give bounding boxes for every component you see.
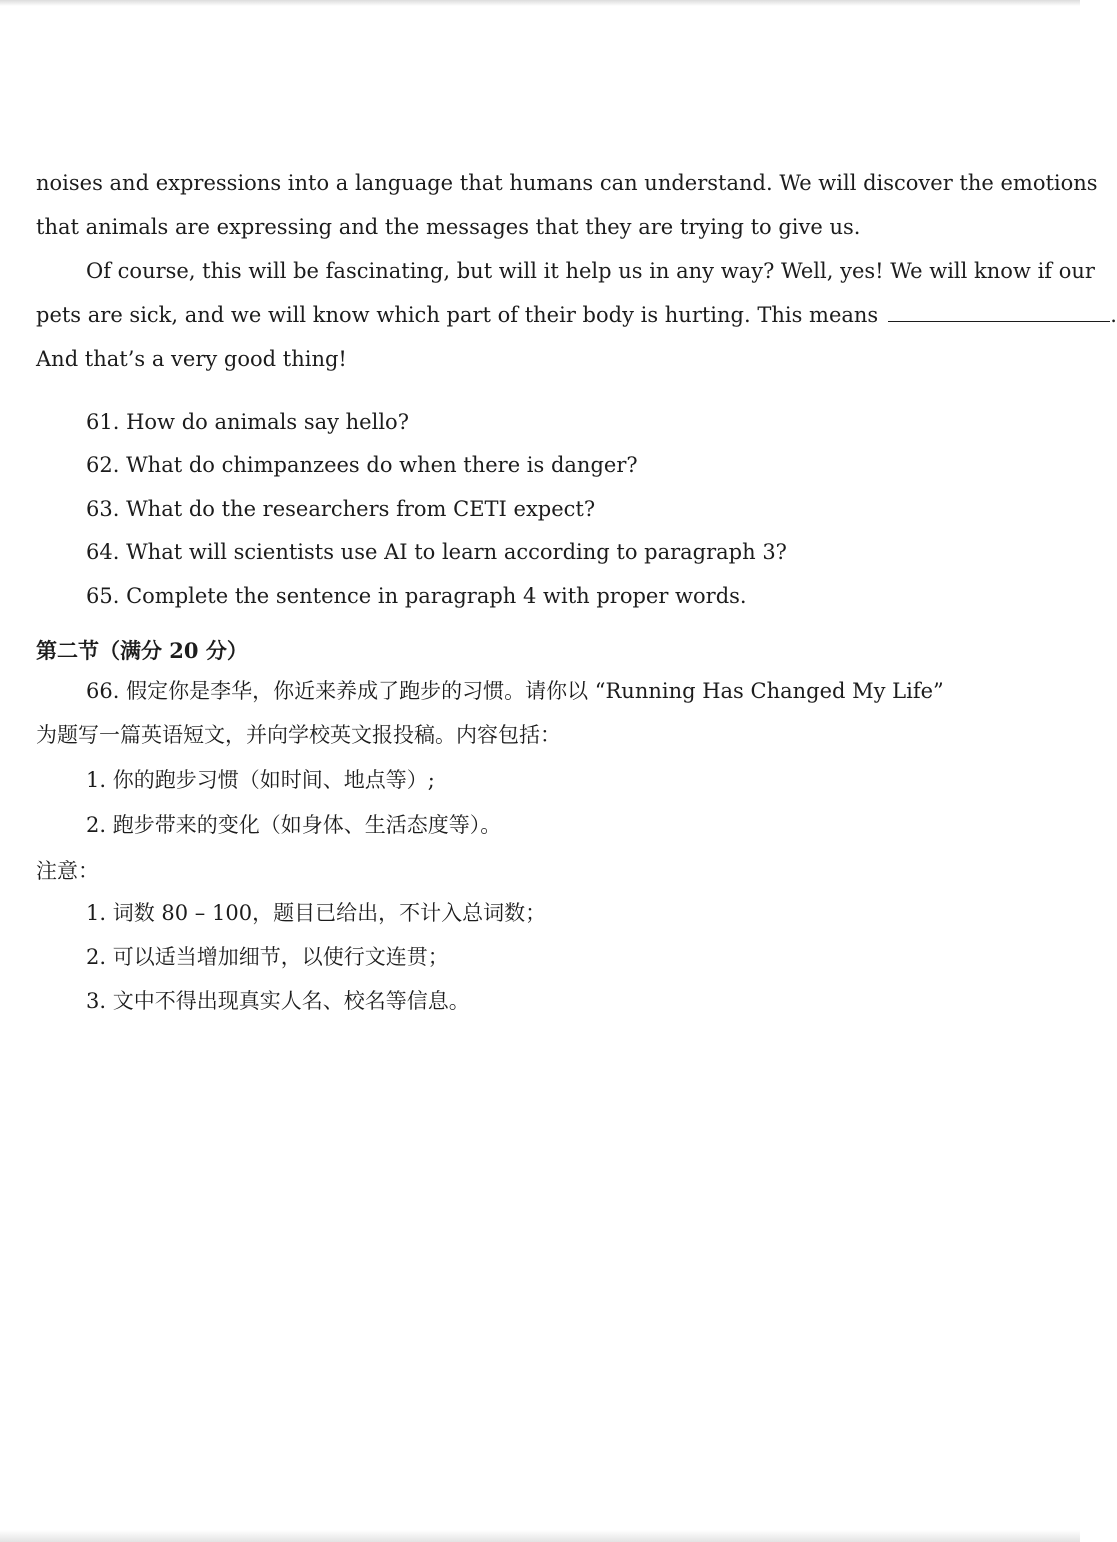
note-number: 2. [86, 945, 107, 969]
question-62 [86, 452, 638, 478]
note-text: 可以适当增加细节，以使行文连贯； [112, 945, 449, 969]
note-number: 1. [86, 901, 107, 925]
question-65 [86, 583, 747, 609]
question-63 [86, 496, 595, 522]
passage-text: pets are sick, and we will know which part of their body is hurting. This means [36, 303, 879, 327]
passage-line-with-blank [36, 302, 1117, 328]
scan-bottom-edge [0, 1530, 1080, 1542]
note-text: 词数 80 – 100，题目已给出，不计入总词数； [112, 901, 547, 925]
question-61 [86, 409, 409, 435]
writing-task-line: 66. 假定你是李华，你近来养成了跑步的习惯。请你以 “Running Has Changed My Life” [86, 679, 944, 703]
question-number: 64. [86, 540, 120, 564]
note-item [86, 900, 546, 926]
question-number: 62. [86, 453, 120, 477]
note-number: 3. [86, 989, 107, 1013]
writing-task-line: 为题写一篇英语短文，并向学校英文报投稿。内容包括： [36, 723, 561, 747]
point-text: 跑步带来的变化（如身体、生活态度等）。 [112, 813, 502, 837]
point-number: 1. [86, 768, 107, 792]
passage-line: that animals are expressing and the messages that they are trying to give us. [36, 215, 861, 239]
note-item [86, 944, 449, 970]
question-text: Complete the sentence in paragraph 4 with proper words. [126, 584, 747, 608]
notes-title: 注意： [36, 859, 99, 883]
passage-line: noises and expressions into a language that humans can understand. We will discover the emotions [36, 171, 1098, 195]
note-text: 文中不得出现真实人名、校名等信息。 [112, 989, 470, 1013]
question-64 [86, 539, 787, 565]
question-number: 63. [86, 497, 120, 521]
section-heading: 第二节（满分 20 分） [36, 638, 248, 663]
question-text: How do animals say hello? [126, 410, 409, 434]
passage-line: Of course, this will be fascinating, but will it help us in any way? Well, yes! We will know if our [86, 259, 1095, 283]
sentence-period: . [1110, 303, 1117, 327]
question-text: What do chimpanzees do when there is danger? [126, 453, 638, 477]
question-number: 65. [86, 584, 120, 608]
question-number: 61. [86, 410, 120, 434]
note-item [86, 988, 470, 1014]
passage-line: And that’s a very good thing! [36, 347, 347, 371]
exam-page [36, 0, 1117, 1530]
content-point [86, 767, 435, 793]
point-text: 你的跑步习惯（如时间、地点等）; [112, 768, 435, 792]
question-text: What do the researchers from CETI expect? [126, 497, 596, 521]
question-text: What will scientists use AI to learn according to paragraph 3? [126, 540, 787, 564]
answer-blank [888, 303, 1110, 322]
content-point [86, 812, 501, 838]
point-number: 2. [86, 813, 107, 837]
